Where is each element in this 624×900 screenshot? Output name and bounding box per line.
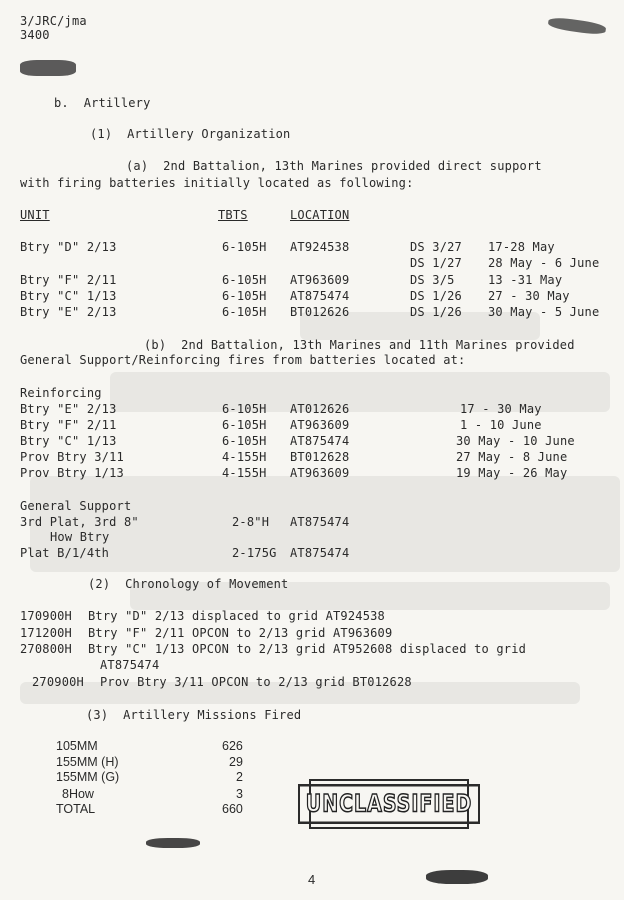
redaction-mark-top-left <box>20 60 76 76</box>
row-location: AT963609 <box>290 418 350 432</box>
redaction-mark-bottom-right <box>426 870 488 884</box>
classification-stamp-text: UNCLASSIFIED <box>298 784 480 824</box>
mission-label: TOTAL <box>56 802 96 816</box>
row-dates: 17 - 30 May <box>460 402 542 416</box>
mission-label: 155MM (G) <box>56 770 120 784</box>
row-location: AT875474 <box>290 546 350 560</box>
paragraph-a-line-2: with firing batteries initially located as following: <box>20 176 414 190</box>
mission-value: 2 <box>236 770 243 784</box>
row-location: AT875474 <box>290 515 350 529</box>
row-location: AT875474 <box>290 289 350 303</box>
row-unit: Btry "F" 2/11 <box>20 273 117 287</box>
paragraph-b-line-2: General Support/Reinforcing fires from batteries located at: <box>20 353 466 367</box>
row-unit: Prov Btry 3/11 <box>20 450 124 464</box>
row-tubes: 6-105H <box>222 240 267 254</box>
subsection-1-heading: (1) Artillery Organization <box>90 127 291 141</box>
general-support-label: General Support <box>20 499 132 513</box>
row-mission: DS 1/26 <box>410 289 462 303</box>
row-location: AT963609 <box>290 466 350 480</box>
mission-label: 8How <box>62 787 94 801</box>
chronology-text: Btry "F" 2/11 OPCON to 2/13 grid AT963609 <box>88 626 393 640</box>
table-header-location: LOCATION <box>290 208 350 222</box>
mission-value: 626 <box>222 739 243 753</box>
row-location: AT875474 <box>290 434 350 448</box>
subsection-2-heading: (2) Chronology of Movement <box>88 577 289 591</box>
table-header-tubes: TBTS <box>218 208 248 222</box>
row-location: AT924538 <box>290 240 350 254</box>
row-mission: DS 1/27 <box>410 256 462 270</box>
classification-stamp <box>305 779 473 829</box>
row-location: AT963609 <box>290 273 350 287</box>
row-unit-continuation: How Btry <box>50 530 110 544</box>
row-tubes: 6-105H <box>222 289 267 303</box>
row-location: BT012628 <box>290 450 350 464</box>
row-dates: 27 - 30 May <box>488 289 570 303</box>
row-unit: Btry "E" 2/13 <box>20 305 117 319</box>
row-tubes: 2-175G <box>232 546 277 560</box>
row-mission: DS 3/27 <box>410 240 462 254</box>
row-location: BT012626 <box>290 305 350 319</box>
mission-value: 660 <box>222 802 243 816</box>
row-tubes: 4-155H <box>222 466 267 480</box>
row-dates: 28 May - 6 June <box>488 256 600 270</box>
table-header-unit: UNIT <box>20 208 50 222</box>
row-dates: 1 - 10 June <box>460 418 542 432</box>
reference-line-1: 3/JRC/jma <box>20 14 87 28</box>
row-dates: 17-28 May <box>488 240 555 254</box>
row-dates: 30 May - 10 June <box>456 434 575 448</box>
row-tubes: 4-155H <box>222 450 267 464</box>
row-dates: 19 May - 26 May <box>456 466 568 480</box>
row-tubes: 6-105H <box>222 273 267 287</box>
mission-label: 155MM (H) <box>56 755 119 769</box>
row-mission: DS 3/5 <box>410 273 455 287</box>
chronology-text: Btry "D" 2/13 displaced to grid AT924538 <box>88 609 385 623</box>
row-unit: Plat B/1/4th <box>20 546 110 560</box>
row-mission: DS 1/26 <box>410 305 462 319</box>
reference-line-2: 3400 <box>20 28 50 42</box>
chronology-time: 170900H <box>20 609 72 623</box>
row-tubes: 6-105H <box>222 402 267 416</box>
chronology-text: Btry "C" 1/13 OPCON to 2/13 grid AT952608 displaced to grid <box>88 642 527 656</box>
row-tubes: 6-105H <box>222 434 267 448</box>
row-unit: Btry "C" 1/13 <box>20 434 117 448</box>
row-tubes: 6-105H <box>222 418 267 432</box>
redaction-mark-top-right <box>547 16 606 36</box>
row-tubes: 2-8"H <box>232 515 270 529</box>
row-unit: Prov Btry 1/13 <box>20 466 124 480</box>
paragraph-b-line-1: (b) 2nd Battalion, 13th Marines and 11th Marines provided <box>144 338 575 352</box>
row-unit: Btry "E" 2/13 <box>20 402 117 416</box>
row-dates: 30 May - 5 June <box>488 305 600 319</box>
row-unit: Btry "F" 2/11 <box>20 418 117 432</box>
row-unit: Btry "D" 2/13 <box>20 240 117 254</box>
row-unit: 3rd Plat, 3rd 8" <box>20 515 139 529</box>
subsection-3-heading: (3) Artillery Missions Fired <box>86 708 302 722</box>
redaction-mark-bottom-left <box>146 838 200 848</box>
chronology-text: Prov Btry 3/11 OPCON to 2/13 grid BT012628 <box>100 675 412 689</box>
row-tubes: 6-105H <box>222 305 267 319</box>
mission-label: 105MM <box>56 739 98 753</box>
mission-value: 29 <box>229 755 243 769</box>
paragraph-a-line-1: (a) 2nd Battalion, 13th Marines provided direct support <box>126 159 542 173</box>
row-unit: Btry "C" 1/13 <box>20 289 117 303</box>
chronology-text: AT875474 <box>100 658 160 672</box>
mission-value: 3 <box>236 787 243 801</box>
reinforcing-label: Reinforcing <box>20 386 102 400</box>
row-dates: 13 -31 May <box>488 273 563 287</box>
row-dates: 27 May - 8 June <box>456 450 568 464</box>
chronology-time: 270800H <box>20 642 72 656</box>
chronology-time: 270900H <box>32 675 84 689</box>
chronology-time: 171200H <box>20 626 72 640</box>
row-location: AT012626 <box>290 402 350 416</box>
page-number: 4 <box>308 872 316 887</box>
section-heading: b. Artillery <box>54 96 151 110</box>
